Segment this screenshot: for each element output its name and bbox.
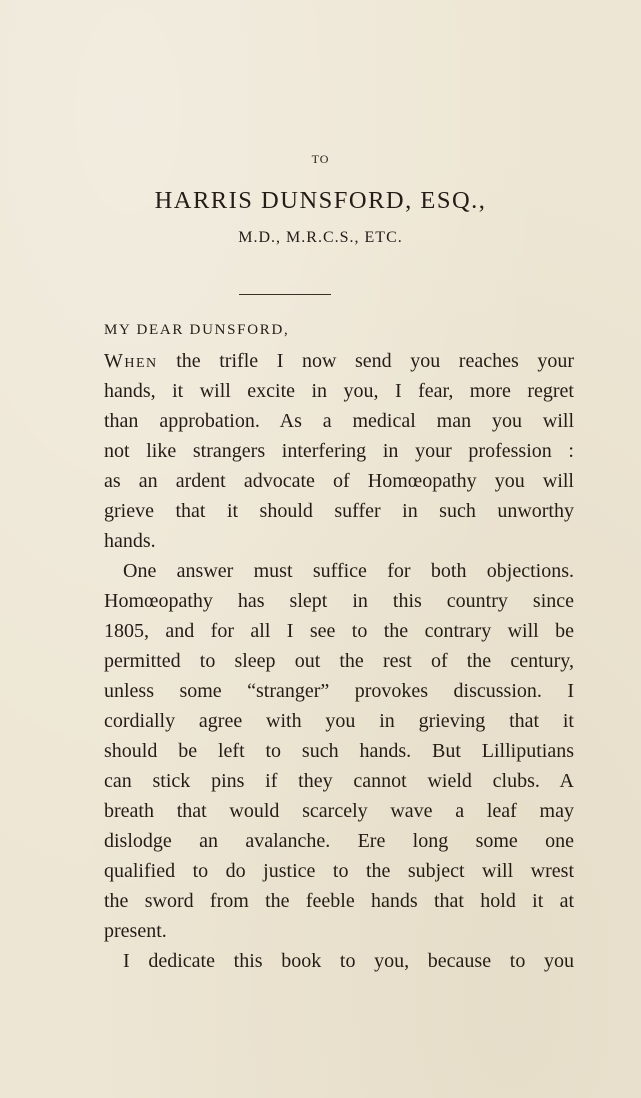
body-line-20: present. (104, 920, 167, 942)
body-line-13: cordially agree with you in grieving that it (104, 710, 574, 732)
body-line-6: grieve that it should suffer in such unworthy (104, 500, 574, 522)
dedication-to-label: TO (311, 152, 330, 166)
letter-salutation: MY DEAR DUNSFORD, (104, 322, 290, 338)
body-line-17: dislodge an avalanche. Ere long some one (104, 830, 574, 852)
body-line-21: I dedicate this book to you, because to you (123, 950, 574, 972)
body-line-10: 1805, and for all I see to the contrary will be (104, 620, 574, 642)
body-line-2: hands, it will excite in you, I fear, more regret (104, 380, 574, 402)
body-line-8: One answer must suffice for both objections. (123, 560, 574, 582)
body-line-19: the sword from the feeble hands that hold it at (104, 890, 574, 912)
body-line-5: as an ardent advocate of Homœopathy you will (104, 470, 574, 492)
body-line-1 (104, 346, 574, 376)
body-line-14: should be left to such hands. But Lilliputians (104, 740, 574, 762)
section-divider (239, 294, 331, 295)
body-line-16: breath that would scarcely wave a leaf may (104, 800, 574, 822)
dedicatee-name: HARRIS DUNSFORD, ESQ., (154, 187, 487, 214)
body-line-1-rest: the trifle I now send you reaches your (157, 350, 574, 372)
body-line-11: permitted to sleep out the rest of the century, (104, 650, 574, 672)
opening-word: When (104, 350, 158, 372)
body-line-9: Homœopathy has slept in this country since (104, 590, 574, 612)
body-line-4: not like strangers interfering in your profession : (104, 440, 574, 462)
body-line-18: qualified to do justice to the subject will wrest (104, 860, 574, 882)
body-line-15: can stick pins if they cannot wield clubs. A (104, 770, 574, 792)
body-line-12: unless some “stranger” provokes discussion. I (104, 680, 574, 702)
dedicatee-credentials: M.D., M.R.C.S., ETC. (238, 229, 403, 246)
body-line-7: hands. (104, 530, 156, 552)
body-line-3: than approbation. As a medical man you will (104, 410, 574, 432)
